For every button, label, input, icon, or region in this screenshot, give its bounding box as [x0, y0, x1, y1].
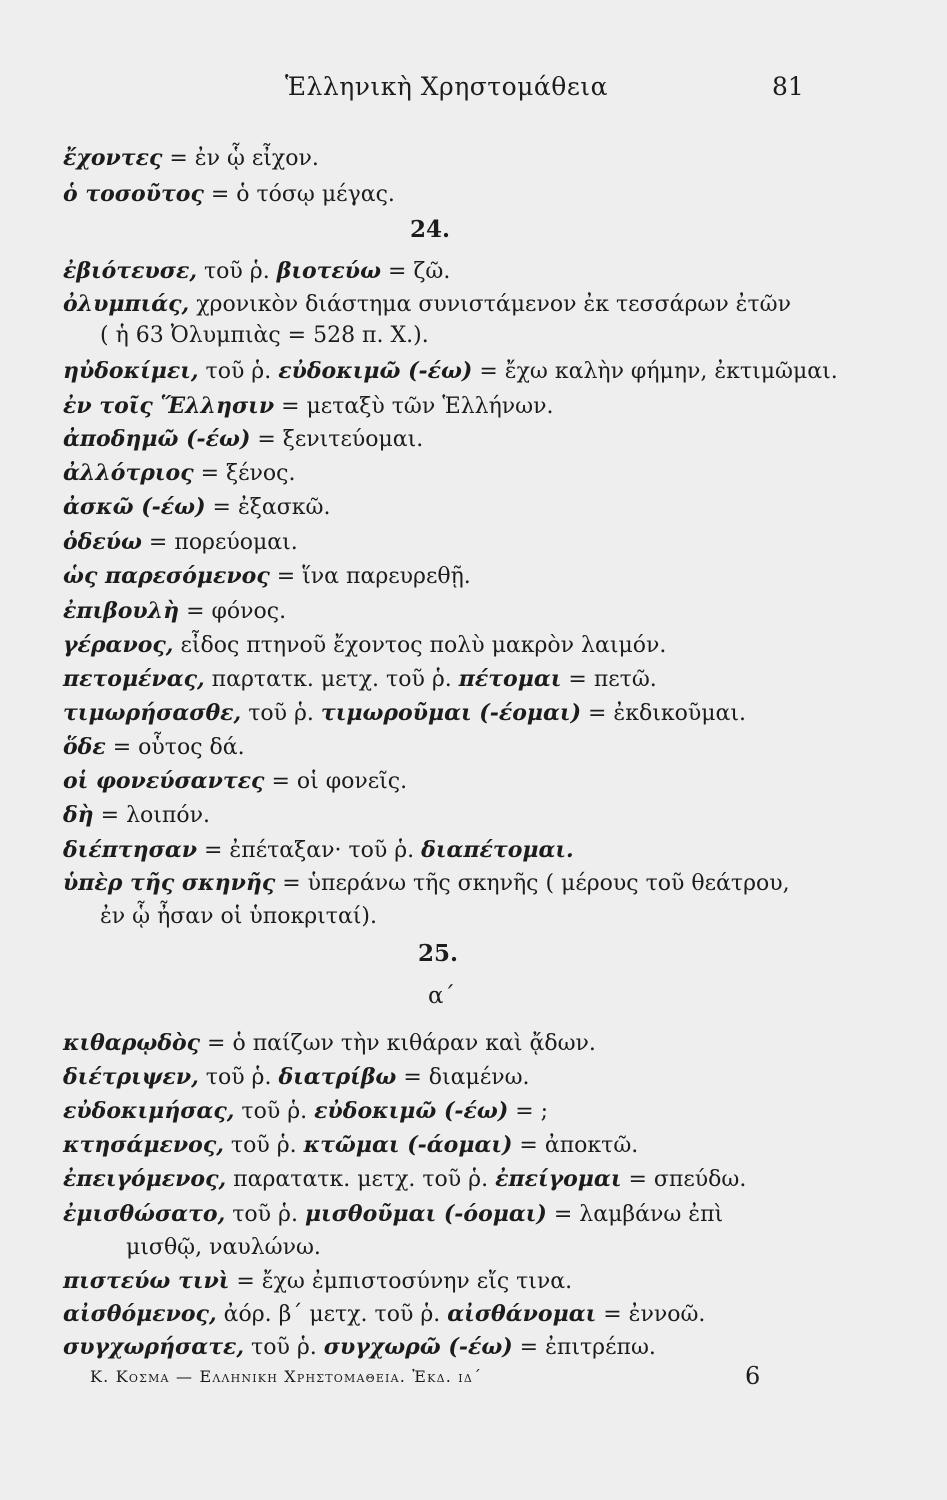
- subsection-alpha: α΄: [428, 983, 456, 1009]
- entry-eudokimei: ηὐδοκίμει, τοῦ ῥ. εὐδοκιμῶ (-έω) = ἔχω καλὴν φήμην, ἐκτιμῶμαι.: [63, 358, 838, 384]
- entry-eudokimesas: εὐδοκιμήσας, τοῦ ῥ. εὐδοκιμῶ (-έω) = ;: [63, 1098, 549, 1124]
- running-head: Ἑλληνικὴ Χρηστομάθεια: [285, 72, 608, 101]
- entry-tosoutos: ὁ τοσοῦτος = ὁ τόσῳ μέγας.: [63, 181, 395, 207]
- entry-olympias-cont: ( ἡ 63 Ὀλυμπιὰς = 528 π. Χ.).: [100, 323, 429, 348]
- entry-hyper-tes-skenes: ὑπὲρ τῆς σκηνῆς = ὑπεράνω τῆς σκηνῆς ( μέρους τοῦ θεάτρου,: [63, 870, 790, 896]
- entry-asko: ἀσκῶ (-έω) = ἐξασκῶ.: [63, 494, 331, 520]
- entry-de: δὴ = λοιπόν.: [63, 802, 210, 828]
- entry-ebioteuse: ἐβιότευσε, τοῦ ῥ. βιοτεύω = ζῶ.: [63, 258, 451, 284]
- entry-timoresasthe: τιμωρήσασθε, τοῦ ῥ. τιμωροῦμαι (-έομαι) = ἐκδικοῦμαι.: [63, 700, 746, 726]
- signature-number: 6: [745, 1362, 761, 1390]
- entry-epeigomenos: ἐπειγόμενος, παρατατκ. μετχ. τοῦ ῥ. ἐπείγομαι = σπεύδω.: [63, 1166, 747, 1192]
- entry-dietripsen: διέτριψεν, τοῦ ῥ. διατρίβω = διαμένω.: [63, 1064, 530, 1090]
- entry-hode: ὅδε = οὗτος δά.: [63, 734, 245, 760]
- section-25-heading: 25.: [418, 940, 459, 967]
- entry-kitharodos: κιθαρῳδὸς = ὁ παίζων τὴν κιθάραν καὶ ᾄδων.: [63, 1030, 596, 1056]
- entry-hodeuo: ὁδεύω = πορεύομαι.: [63, 529, 298, 555]
- entry-apodemo: ἀποδημῶ (-έω) = ξενιτεύομαι.: [63, 426, 424, 452]
- section-24-heading: 24.: [410, 216, 451, 243]
- footer-signature: Κ. Κοσμα — Ελληνικη Χρηστομαθεια. Ἐκδ. ιδ΄: [90, 1367, 483, 1386]
- entry-hos-paresomenos: ὡς παρεσόμενος = ἵνα παρευρεθῇ.: [63, 563, 471, 589]
- entry-synchoresate: συγχωρήσατε, τοῦ ῥ. συγχωρῶ (-έω) = ἐπιτρέπω.: [63, 1334, 656, 1360]
- entry-dieptesan: διέπτησαν = ἐπέταξαν· τοῦ ῥ. διαπέτομαι.: [63, 837, 574, 863]
- entry-emisthosato-cont: μισθῷ, ναυλώνω.: [126, 1235, 321, 1260]
- entry-aisthomenos: αἰσθόμενος, ἀόρ. β΄ μετχ. τοῦ ῥ. αἰσθάνομαι = ἐννοῶ.: [63, 1301, 706, 1327]
- entry-echontes: ἔχοντες = ἐν ᾧ εἶχον.: [63, 145, 319, 171]
- entry-geranos: γέρανος, εἶδος πτηνοῦ ἔχοντος πολὺ μακρὸν λαιμόν.: [63, 632, 667, 658]
- entry-pisteuo-tini: πιστεύω τινὶ = ἔχω ἐμπιστοσύνην εἴς τινα.: [63, 1268, 573, 1294]
- entry-en-tois-ellesin: ἐν τοῖς Ἕλλησιν = μεταξὺ τῶν Ἑλλήνων.: [63, 393, 554, 419]
- entry-allotrios: ἀλλότριος = ξένος.: [63, 460, 296, 486]
- entry-petomenas: πετομένας, παρτατκ. μετχ. τοῦ ῥ. πέτομαι = πετῶ.: [63, 666, 657, 692]
- page-number: 81: [772, 72, 804, 101]
- entry-olympias: ὀλυμπιάς, χρονικὸν διάστημα συνιστάμενον ἐκ τεσσάρων ἐτῶν: [63, 291, 791, 317]
- entry-emisthosato: ἐμισθώσατο, τοῦ ῥ. μισθοῦμαι (-όομαι) = λαμβάνω ἐπὶ: [63, 1201, 724, 1227]
- entry-epiboule: ἐπιβουλὴ = φόνος.: [63, 598, 287, 624]
- entry-hyper-tes-skenes-cont: ἐν ᾧ ἦσαν οἱ ὑποκριταί).: [100, 904, 378, 929]
- entry-hoi-phoneusantes: οἱ φονεύσαντες = οἱ φονεῖς.: [63, 768, 408, 794]
- entry-ktesamenos: κτησάμενος, τοῦ ῥ. κτῶμαι (-άομαι) = ἀποκτῶ.: [63, 1132, 639, 1158]
